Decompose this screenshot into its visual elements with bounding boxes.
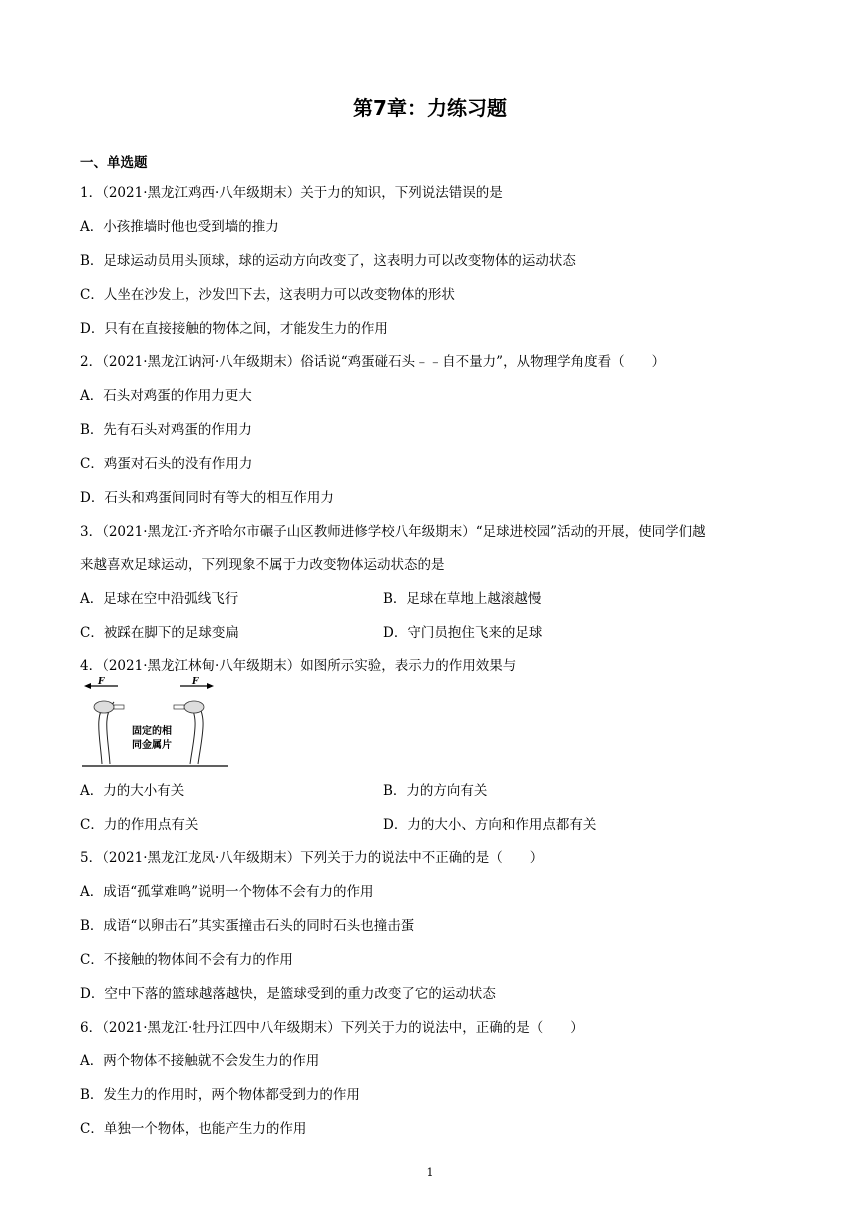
force-label-left: F [98, 677, 105, 687]
question-1-option-a: A．小孩推墙时他也受到墙的推力 [80, 219, 279, 235]
question-3-option-a: A．足球在空中沿弧线飞行 [80, 591, 239, 607]
question-5-option-d: D．空中下落的篮球越落越快，是篮球受到的重力改变了它的运动状态 [80, 986, 496, 1002]
question-6-option-c: C．单独一个物体，也能产生力的作用 [80, 1121, 307, 1137]
question-2-option-d: D．石头和鸡蛋间同时有等大的相互作用力 [80, 490, 334, 506]
question-1-stem: 1．（2021·黑龙江鸡西·八年级期末）关于力的知识，下列说法错误的是 [80, 185, 503, 201]
question-4-option-b: B．力的方向有关 [383, 783, 488, 799]
question-2-stem: 2．（2021·黑龙江讷河·八年级期末）俗话说“鸡蛋碰石头﹣﹣自不量力”，从物理学角度看（ ） [80, 354, 666, 370]
question-4-option-d: D．力的大小、方向和作用点都有关 [383, 817, 597, 833]
question-3-stem-line2: 来越喜欢足球运动，下列现象不属于力改变物体运动状态的是 [80, 557, 445, 573]
question-3-option-c: C．被踩在脚下的足球变扁 [80, 625, 239, 641]
question-5-option-b: B．成语“以卵击石”其实蛋撞击石头的同时石头也撞击蛋 [80, 918, 415, 934]
question-2-option-c: C．鸡蛋对石头的没有作用力 [80, 456, 253, 472]
force-experiment-figure [80, 676, 230, 768]
page-title: 第7章：力练习题 [353, 96, 507, 120]
question-6-option-a: A．两个物体不接触就不会发生力的作用 [80, 1053, 320, 1069]
question-1-option-d: D．只有在直接接触的物体之间，才能发生力的作用 [80, 321, 388, 337]
question-4-option-c: C．力的作用点有关 [80, 817, 199, 833]
question-1-option-c: C．人坐在沙发上，沙发凹下去，这表明力可以改变物体的形状 [80, 287, 455, 303]
question-4-option-a: A．力的大小有关 [80, 783, 185, 799]
question-4-stem: 4．（2021·黑龙江林甸·八年级期末）如图所示实验，表示力的作用效果与 [80, 658, 517, 674]
question-5-stem: 5．（2021·黑龙江龙凤·八年级期末）下列关于力的说法中不正确的是（ ） [80, 850, 544, 866]
question-2-option-a: A．石头对鸡蛋的作用力更大 [80, 388, 252, 404]
force-label-right: F [192, 677, 199, 687]
question-6-stem: 6．（2021·黑龙江·牡丹江四中八年级期末）下列关于力的说法中，正确的是（ ） [80, 1020, 584, 1036]
question-3-option-d: D．守门员抱住飞来的足球 [383, 625, 543, 641]
page-number: 1 [426, 1166, 434, 1179]
section-heading: 一、单选题 [80, 155, 148, 171]
figure-caption-line2: 同金属片 [132, 740, 172, 751]
question-1-option-b: B．足球运动员用头顶球，球的运动方向改变了，这表明力可以改变物体的运动状态 [80, 253, 576, 269]
question-6-option-b: B．发生力的作用时，两个物体都受到力的作用 [80, 1087, 360, 1103]
question-3-option-b: B．足球在草地上越滚越慢 [383, 591, 542, 607]
question-3-stem-line1: 3．（2021·黑龙江·齐齐哈尔市碾子山区教师进修学校八年级期末）“足球进校园”活动的开展，使同学们越 [80, 524, 706, 540]
figure-caption-line1: 固定的相 [132, 726, 172, 737]
question-2-option-b: B．先有石头对鸡蛋的作用力 [80, 422, 252, 438]
question-5-option-a: A．成语“孤掌难鸣”说明一个物体不会有力的作用 [80, 884, 374, 900]
question-5-option-c: C．不接触的物体间不会有力的作用 [80, 952, 293, 968]
